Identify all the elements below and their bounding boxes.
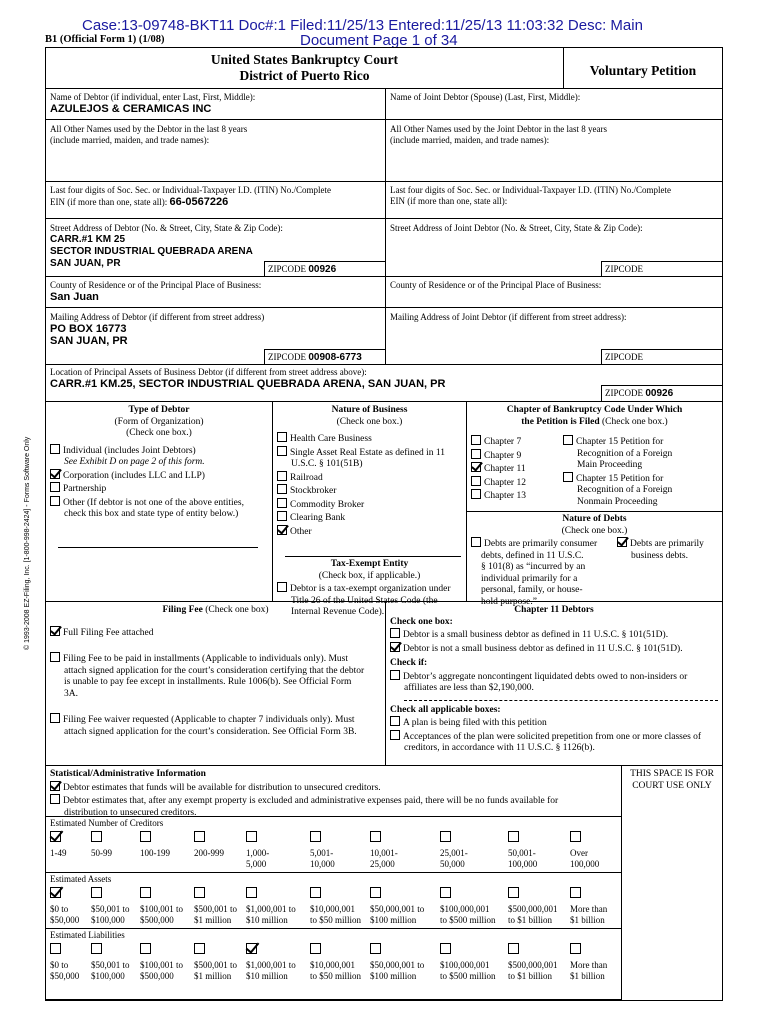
filing-fee-title-b: (Check one box) [202, 605, 269, 615]
debtor-mailing-label: Mailing Address of Debtor (if different from street address) [50, 312, 265, 322]
ch11-dashed-divider [404, 700, 718, 701]
no-funds-label-b: distribution to unsecured creditors. [64, 807, 197, 818]
creditors-option [246, 831, 269, 870]
court-title-cell [46, 48, 564, 89]
liabilities-option [508, 943, 558, 982]
assets-label-line1: $10,000,001 [310, 904, 355, 914]
liabilities-option [50, 943, 79, 982]
assets-label-line2: $100 million [370, 914, 417, 925]
assets-checkbox[interactable] [246, 887, 257, 898]
location-zip: 00926 [645, 388, 674, 399]
installments-checkbox[interactable] [50, 652, 60, 662]
liabilities-option [246, 943, 296, 982]
form-title: Voluntary Petition [589, 63, 697, 78]
single-asset-note: U.S.C. § 101(51B) [291, 459, 363, 469]
tax-exempt-checkbox[interactable] [277, 582, 287, 592]
petition-form [45, 47, 723, 1001]
liabilities-label-line2: to $500 million [440, 970, 496, 981]
other-entity-label: Other (If debtor is not one of the above entities, [63, 497, 244, 508]
consumer-debts-a: Debts are primarily consumer [484, 539, 598, 549]
joint-ssn-label1: Last four digits of Soc. Sec. or Individual-Taxpayer I.D. (ITIN) No./Complete [390, 185, 672, 195]
debtor-name-label: Name of Debtor (if individual, enter Last, First, Middle): [50, 92, 256, 102]
assets-checkbox[interactable] [91, 887, 102, 898]
liabilities-checkbox[interactable] [140, 943, 151, 954]
tax-exempt-text3: Internal Revenue Code). [291, 607, 385, 617]
liabilities-label-line1: $10,000,001 [310, 960, 355, 970]
chapter-9-label: Chapter 9 [484, 450, 522, 461]
liabilities-option [370, 943, 424, 982]
assets-option [91, 887, 130, 926]
clearing-bank-checkbox[interactable] [277, 511, 287, 521]
individual-note: See Exhibit D on page 2 of this form. [64, 457, 205, 467]
court-district: District of Puerto Rico [239, 68, 370, 83]
assets-option [570, 887, 607, 926]
location-zip-box [601, 385, 722, 402]
assets-option [440, 887, 496, 926]
type-sub2: (Check one box.) [126, 428, 192, 438]
ch11-check-one: Check one box: [390, 616, 453, 627]
liabilities-label-line2: $1 million [194, 970, 232, 981]
debtor-street1: CARR.#1 KM 25 [50, 234, 126, 245]
plan-filed-checkbox[interactable] [390, 716, 400, 726]
assets-label-line2: to $50 million [310, 914, 362, 925]
liabilities-option [140, 943, 183, 982]
debtor-ssn-label1: Last four digits of Soc. Sec. or Individual-Taxpayer I.D. (ITIN) No./Complete [50, 185, 332, 195]
creditors-checkbox[interactable] [50, 831, 61, 842]
individual-label: Individual (includes Joint Debtors) [63, 445, 196, 456]
individual-checkbox[interactable] [50, 444, 60, 454]
single-asset-checkbox[interactable] [277, 446, 287, 456]
installments-d: 3A. [64, 688, 78, 699]
railroad-checkbox[interactable] [277, 471, 287, 481]
creditors-label-line1: 5,001- [310, 848, 334, 858]
health-care-label: Health Care Business [290, 434, 372, 444]
debtor-mailing1: PO BOX 16773 [50, 323, 127, 335]
consumer-debts-checkbox[interactable] [471, 537, 481, 547]
assets-title: Estimated Assets [50, 874, 112, 884]
case-header-line1: Case:13-09748-BKT11 Doc#:1 Filed:11/25/13 Entered:11/25/13 11:03:32 Desc: Main [82, 17, 643, 34]
liabilities-options [46, 943, 622, 987]
liabilities-checkbox[interactable] [440, 943, 451, 954]
debtor-street-label: Street Address of Debtor (No. & Street, City, State & Zip Code): [50, 223, 283, 233]
business-debts-checkbox[interactable] [617, 537, 627, 547]
tax-exempt-text1: Debtor is a tax-exempt organization under [290, 584, 451, 594]
liabilities-label-line1: $500,001 to [194, 960, 238, 970]
joint-zip-label: ZIPCODE [605, 264, 643, 274]
liabilities-label-line1: $100,000,001 [440, 960, 490, 970]
debtor-street3: SAN JUAN, PR [50, 258, 121, 269]
assets-option [508, 887, 558, 926]
liabilities-label-line2: to $1 billion [508, 970, 553, 981]
chapter-9-checkbox[interactable] [471, 449, 481, 459]
creditors-checkbox[interactable] [310, 831, 321, 842]
plan-filed-label: A plan is being filed with this petition [403, 718, 547, 728]
liabilities-checkbox[interactable] [246, 943, 257, 954]
liabilities-label-line2: to $50 million [310, 970, 362, 981]
chapter-15-nonmain-checkbox[interactable] [563, 472, 573, 482]
court-use-cell [622, 766, 722, 1000]
debtor-ein: 66-0567226 [169, 196, 229, 208]
assets-checkbox[interactable] [440, 887, 451, 898]
assets-option [246, 887, 296, 926]
c15b3: Nonmain Proceeding [577, 496, 658, 507]
liabilities-label-line2: $50,000 [50, 970, 80, 981]
aggregate-debts-b: affiliates are less than $2,190,000. [404, 683, 534, 693]
assets-label-line2: $50,000 [50, 914, 80, 925]
tax-exempt-title: Tax-Exempt Entity [330, 559, 409, 569]
full-fee-label: Full Filing Fee attached [63, 627, 154, 638]
nature-debts-title: Nature of Debts [562, 514, 627, 524]
creditors-label-line2: 100,000 [508, 858, 538, 869]
assets-checkbox[interactable] [50, 887, 61, 898]
health-care-checkbox[interactable] [277, 432, 287, 442]
type-of-debtor-title: Type of Debtor [128, 405, 190, 415]
other-entity-checkbox[interactable] [50, 496, 60, 506]
zip-label: ZIPCODE [268, 264, 306, 274]
ch11-check-if: Check if: [390, 658, 428, 668]
joint-mailing-zip-box [601, 349, 722, 365]
debtor-mailing-zip: 00908-6773 [308, 352, 362, 363]
creditors-label-line1: 25,001- [440, 848, 468, 858]
creditors-label-line1: Over [570, 848, 588, 858]
creditors-label-line1: 200-999 [194, 848, 224, 858]
stockbroker-checkbox[interactable] [277, 484, 287, 494]
joint-county-cell [386, 277, 722, 308]
liabilities-title: Estimated Liabilities [50, 930, 125, 940]
acceptances-b: creditors, in accordance with 11 U.S.C. § 1126(b). [404, 743, 595, 753]
assets-label-line1: $50,001 to [91, 904, 130, 914]
debtor-zip-box [264, 261, 386, 277]
creditors-label-line1: 100-199 [140, 848, 170, 858]
nature-business-sub: (Check one box.) [336, 416, 403, 427]
creditors-option [194, 831, 224, 859]
chapter-cell [467, 402, 722, 607]
creditors-checkbox[interactable] [508, 831, 519, 842]
debtor-other-names-cell [46, 120, 386, 182]
creditors-checkbox[interactable] [370, 831, 381, 842]
joint-other-names-cell [386, 120, 722, 182]
acceptances-checkbox[interactable] [390, 730, 400, 740]
ch11-check-all: Check all applicable boxes: [390, 704, 501, 715]
stats-title: Statistical/Administrative Information [50, 769, 206, 779]
stockbroker-label: Stockbroker [290, 486, 337, 496]
debtor-ssn-label2: EIN (if more than one, state all): [50, 197, 168, 207]
chapter-title1: Chapter of Bankruptcy Code Under Which [506, 405, 683, 415]
creditors-option [508, 831, 537, 870]
commodity-broker-checkbox[interactable] [277, 498, 287, 508]
creditors-checkbox[interactable] [140, 831, 151, 842]
joint-other-names-label1: All Other Names used by the Joint Debtor in the last 8 years [390, 124, 607, 134]
creditors-section [46, 816, 622, 872]
assets-label-line2: $1 billion [570, 914, 605, 925]
chapter-15-main-checkbox[interactable] [563, 435, 573, 445]
creditors-option [140, 831, 170, 859]
commodity-broker-label: Commodity Broker [290, 499, 365, 510]
assets-label-line1: $500,001 to [194, 904, 238, 914]
liabilities-option [570, 943, 607, 982]
consumer-debts-b: debts, defined in 11 U.S.C. [481, 550, 584, 561]
assets-label-line1: $500,000,001 [508, 904, 558, 914]
liabilities-checkbox[interactable] [570, 943, 581, 954]
assets-checkbox[interactable] [310, 887, 321, 898]
c15a2: Recognition of a Foreign [577, 448, 673, 459]
liabilities-label-line1: $500,000,001 [508, 960, 558, 970]
chapter-title2b: (Check one box.) [599, 416, 668, 427]
liabilities-label-line2: $500,000 [140, 970, 174, 981]
creditors-option [91, 831, 112, 859]
other-business-label: Other [290, 526, 312, 537]
chapter-13-label: Chapter 13 [484, 491, 526, 501]
location-value: CARR.#1 KM.25, SECTOR INDUSTRIAL QUEBRADA ARENA, SAN JUAN, PR [50, 378, 446, 390]
assets-label-line2: $500,000 [140, 914, 174, 925]
chapter-7-checkbox[interactable] [471, 435, 481, 445]
creditors-option [310, 831, 335, 870]
creditors-label-line2: 25,000 [370, 858, 395, 869]
case-header-line2: Document Page 1 of 34 [300, 32, 458, 49]
debtor-other-names-label2: (include married, maiden, and trade names): [50, 135, 210, 145]
debtor-other-names-label1: All Other Names used by the Debtor in the last 8 years [50, 124, 248, 134]
joint-other-names-label2: (include married, maiden, and trade names): [390, 135, 550, 145]
funds-available-label: Debtor estimates that funds will be available for distribution to unsecured creditors. [63, 782, 381, 793]
debtor-ssn-cell [46, 182, 386, 219]
debtor-county-label: County of Residence or of the Principal Place of Business: [50, 280, 262, 290]
clearing-bank-label: Clearing Bank [290, 513, 346, 523]
aggregate-debts-checkbox[interactable] [390, 670, 400, 680]
assets-section [46, 872, 622, 928]
creditors-label-line2: 50,000 [440, 858, 465, 869]
not-small-business-checkbox[interactable] [390, 642, 400, 652]
assets-label-line2: to $1 billion [508, 914, 553, 925]
no-funds-checkbox[interactable] [50, 794, 60, 804]
debtor-mailing-zip-box [264, 349, 386, 365]
partnership-label: Partnership [63, 484, 107, 494]
form-id: B1 (Official Form 1) (1/08) [45, 34, 165, 45]
entity-type-line[interactable] [58, 547, 258, 548]
assets-option [194, 887, 237, 926]
filing-fee-cell [46, 602, 386, 766]
installments-c: is unable to pay fee except in installments. Rule 1006(b). See Official Form [64, 677, 352, 687]
debtor-name: AZULEJOS & CERAMICAS INC [50, 103, 212, 115]
location-label: Location of Principal Assets of Business Debtor (if different from street address above): [50, 367, 367, 377]
other-entity-note: check this box and state type of entity below.) [64, 509, 239, 519]
court-name: United States Bankruptcy Court [210, 52, 399, 67]
assets-label-line1: $100,000,001 [440, 904, 490, 914]
single-asset-label: Single Asset Real Estate as defined in 11 [290, 447, 446, 458]
assets-checkbox[interactable] [140, 887, 151, 898]
chapter-12-label: Chapter 12 [484, 477, 526, 488]
chapter-11-checkbox[interactable] [471, 462, 481, 472]
c15b2: Recognition of a Foreign [577, 485, 673, 495]
small-business-checkbox[interactable] [390, 628, 400, 638]
liabilities-checkbox[interactable] [50, 943, 61, 954]
creditors-label-line1: 1-49 [50, 848, 67, 858]
joint-street-label: Street Address of Joint Debtor (No. & Street, City, State & Zip Code): [390, 223, 643, 233]
filing-fee-title: Filing Fee [162, 605, 203, 615]
liabilities-option [310, 943, 361, 982]
assets-label-line2: $10 million [246, 914, 288, 925]
liabilities-label-line2: $100,000 [91, 970, 125, 981]
debtor-county: San Juan [50, 291, 99, 303]
ch11-title: Chapter 11 Debtors [514, 605, 594, 615]
nature-debts-sub: (Check one box.) [561, 525, 628, 536]
joint-name-label: Name of Joint Debtor (Spouse) (Last, First, Middle): [390, 92, 581, 102]
assets-label-line1: $100,001 to [140, 904, 184, 914]
fee-waiver-a: Filing Fee waiver requested (Applicable to chapter 7 individuals only). Must [63, 715, 355, 725]
partnership-checkbox[interactable] [50, 482, 60, 492]
creditors-label-line2: 100,000 [570, 858, 600, 869]
creditors-checkbox[interactable] [194, 831, 205, 842]
type-of-debtor-cell [46, 402, 273, 602]
nature-business-title: Nature of Business [331, 405, 408, 415]
creditors-checkbox[interactable] [91, 831, 102, 842]
assets-checkbox[interactable] [570, 887, 581, 898]
assets-label-line2: $100,000 [91, 914, 125, 925]
liabilities-label-line1: More than [570, 960, 608, 970]
corporation-label: Corporation (includes LLC and LLP) [63, 470, 205, 481]
creditors-label-line1: 50,001- [508, 848, 536, 858]
creditors-option [50, 831, 67, 859]
court-use-line1: THIS SPACE IS FOR [630, 769, 714, 779]
aggregate-debts-a: Debtor’s aggregate noncontingent liquidated debts owed to non-insiders or [403, 671, 688, 682]
liabilities-label-line1: $50,001 to [91, 960, 130, 970]
tax-exempt-divider [285, 556, 461, 557]
tax-exempt-sub: (Check box, if applicable.) [318, 570, 421, 581]
assets-checkbox[interactable] [194, 887, 205, 898]
creditors-label-line1: 1,000- [246, 848, 270, 858]
debtor-county-cell [46, 277, 386, 308]
joint-ssn-label2: EIN (if more than one, state all): [390, 196, 508, 206]
assets-option [140, 887, 183, 926]
creditors-checkbox[interactable] [440, 831, 451, 842]
liabilities-label-line1: $1,000,001 to [246, 960, 296, 970]
liabilities-option [440, 943, 496, 982]
debtor-zip: 00926 [308, 264, 337, 275]
liabilities-checkbox[interactable] [310, 943, 321, 954]
court-use-line2: COURT USE ONLY [632, 780, 712, 791]
debtor-name-cell [46, 89, 386, 120]
liabilities-section [46, 928, 622, 1000]
joint-zip-box [601, 261, 722, 277]
assets-option [310, 887, 361, 926]
no-funds-label: Debtor estimates that, after any exempt property is excluded and administrative expenses paid, there will be no funds available for [63, 796, 559, 806]
liabilities-label-line1: $0 to [50, 960, 69, 970]
consumer-debts-d: individual primarily for a [481, 573, 578, 584]
corporation-checkbox[interactable] [50, 469, 60, 479]
chapter-title2: the Petition is Filed [521, 416, 600, 427]
location-zip-label: ZIPCODE [605, 388, 643, 398]
liabilities-checkbox[interactable] [91, 943, 102, 954]
debtor-street2: SECTOR INDUSTRIAL QUEBRADA ARENA [50, 246, 253, 257]
business-debts-b: business debts. [631, 550, 688, 561]
liabilities-checkbox[interactable] [508, 943, 519, 954]
type-sub1: (Form of Organization) [114, 416, 204, 427]
assets-label-line2: to $500 million [440, 914, 496, 925]
creditors-label-line1: 10,001- [370, 848, 398, 858]
funds-available-checkbox[interactable] [50, 781, 60, 791]
consumer-debts-e: personal, family, or house- [481, 585, 583, 595]
joint-county-label: County of Residence or of the Principal Place of Business: [390, 280, 602, 290]
side-copyright: © 1993-2008 EZ-Filing, Inc. [1-800-998-2424] - Forms Software Only [24, 436, 31, 650]
creditors-option [440, 831, 468, 870]
form-title-cell [564, 48, 722, 89]
liabilities-label-line2: $100 million [370, 970, 417, 981]
liabilities-option [91, 943, 130, 982]
small-business-label: Debtor is a small business debtor as defined in 11 U.S.C. § 101(51D). [403, 630, 669, 640]
creditors-label-line2: 10,000 [310, 858, 335, 869]
creditors-label-line1: 50-99 [91, 848, 112, 858]
debts-divider [467, 511, 722, 512]
liabilities-label-line2: $10 million [246, 970, 288, 981]
creditors-title: Estimated Number of Creditors [50, 818, 164, 828]
liabilities-label-line1: $50,000,001 to [370, 960, 425, 970]
assets-label-line1: More than [570, 904, 608, 914]
debtor-mailing2: SAN JUAN, PR [50, 335, 128, 347]
liabilities-option [194, 943, 237, 982]
chapter-11-label: Chapter 11 [484, 464, 526, 474]
assets-label-line1: $50,000,001 to [370, 904, 425, 914]
creditors-option [370, 831, 398, 870]
liabilities-label-line2: $1 billion [570, 970, 605, 981]
creditors-option [570, 831, 599, 870]
assets-options [46, 887, 622, 931]
mailing-zip-label: ZIPCODE [268, 352, 306, 362]
fee-waiver-b: attach signed application for the court’s consideration. See Official Form 3B. [64, 726, 357, 737]
assets-label-line1: $1,000,001 to [246, 904, 296, 914]
installments-a: Filing Fee to be paid in installments (Applicable to individuals only). Must [63, 654, 348, 664]
railroad-label: Railroad [290, 472, 323, 483]
creditors-checkbox[interactable] [570, 831, 581, 842]
joint-mailing-label: Mailing Address of Joint Debtor (if different from street address): [390, 312, 627, 322]
joint-name-cell [386, 89, 722, 120]
liabilities-label-line1: $100,001 to [140, 960, 184, 970]
chapter-12-checkbox[interactable] [471, 476, 481, 486]
acceptances-a: Acceptances of the plan were solicited prepetition from one or more classes of [403, 731, 702, 742]
liabilities-checkbox[interactable] [194, 943, 205, 954]
liabilities-checkbox[interactable] [370, 943, 381, 954]
consumer-debts-c: § 101(8) as “incurred by an [481, 562, 586, 572]
c15b1: Chapter 15 Petition for [576, 473, 664, 484]
joint-ssn-cell [386, 182, 722, 219]
c15a3: Main Proceeding [577, 460, 643, 470]
assets-checkbox[interactable] [508, 887, 519, 898]
c15a1: Chapter 15 Petition for [576, 437, 664, 447]
installments-b: attach signed application for the court’s consideration certifying that the debtor [64, 665, 365, 676]
assets-label-line1: $0 to [50, 904, 69, 914]
chapter-7-label: Chapter 7 [484, 437, 522, 447]
assets-label-line2: $1 million [194, 914, 232, 925]
chapter11-cell [386, 602, 722, 766]
creditors-checkbox[interactable] [246, 831, 257, 842]
tax-exempt-text2: Title 26 of the United States Code (the [291, 595, 438, 606]
other-business-checkbox[interactable] [277, 525, 287, 535]
creditors-label-line2: 5,000 [246, 858, 267, 869]
not-small-business-label: Debtor is not a small business debtor as defined in 11 U.S.C. § 101(51D). [403, 643, 683, 654]
creditors-options [46, 831, 622, 875]
fee-waiver-checkbox[interactable] [50, 713, 60, 723]
consumer-debts-f: hold purpose.” [481, 596, 537, 607]
nature-of-business-cell [273, 402, 467, 617]
assets-checkbox[interactable] [370, 887, 381, 898]
chapter-13-checkbox[interactable] [471, 489, 481, 499]
assets-option [50, 887, 79, 926]
joint-mailing-zip-label: ZIPCODE [605, 352, 643, 362]
assets-option [370, 887, 424, 926]
full-fee-checkbox[interactable] [50, 626, 60, 636]
business-debts-a: Debts are primarily [630, 539, 704, 549]
